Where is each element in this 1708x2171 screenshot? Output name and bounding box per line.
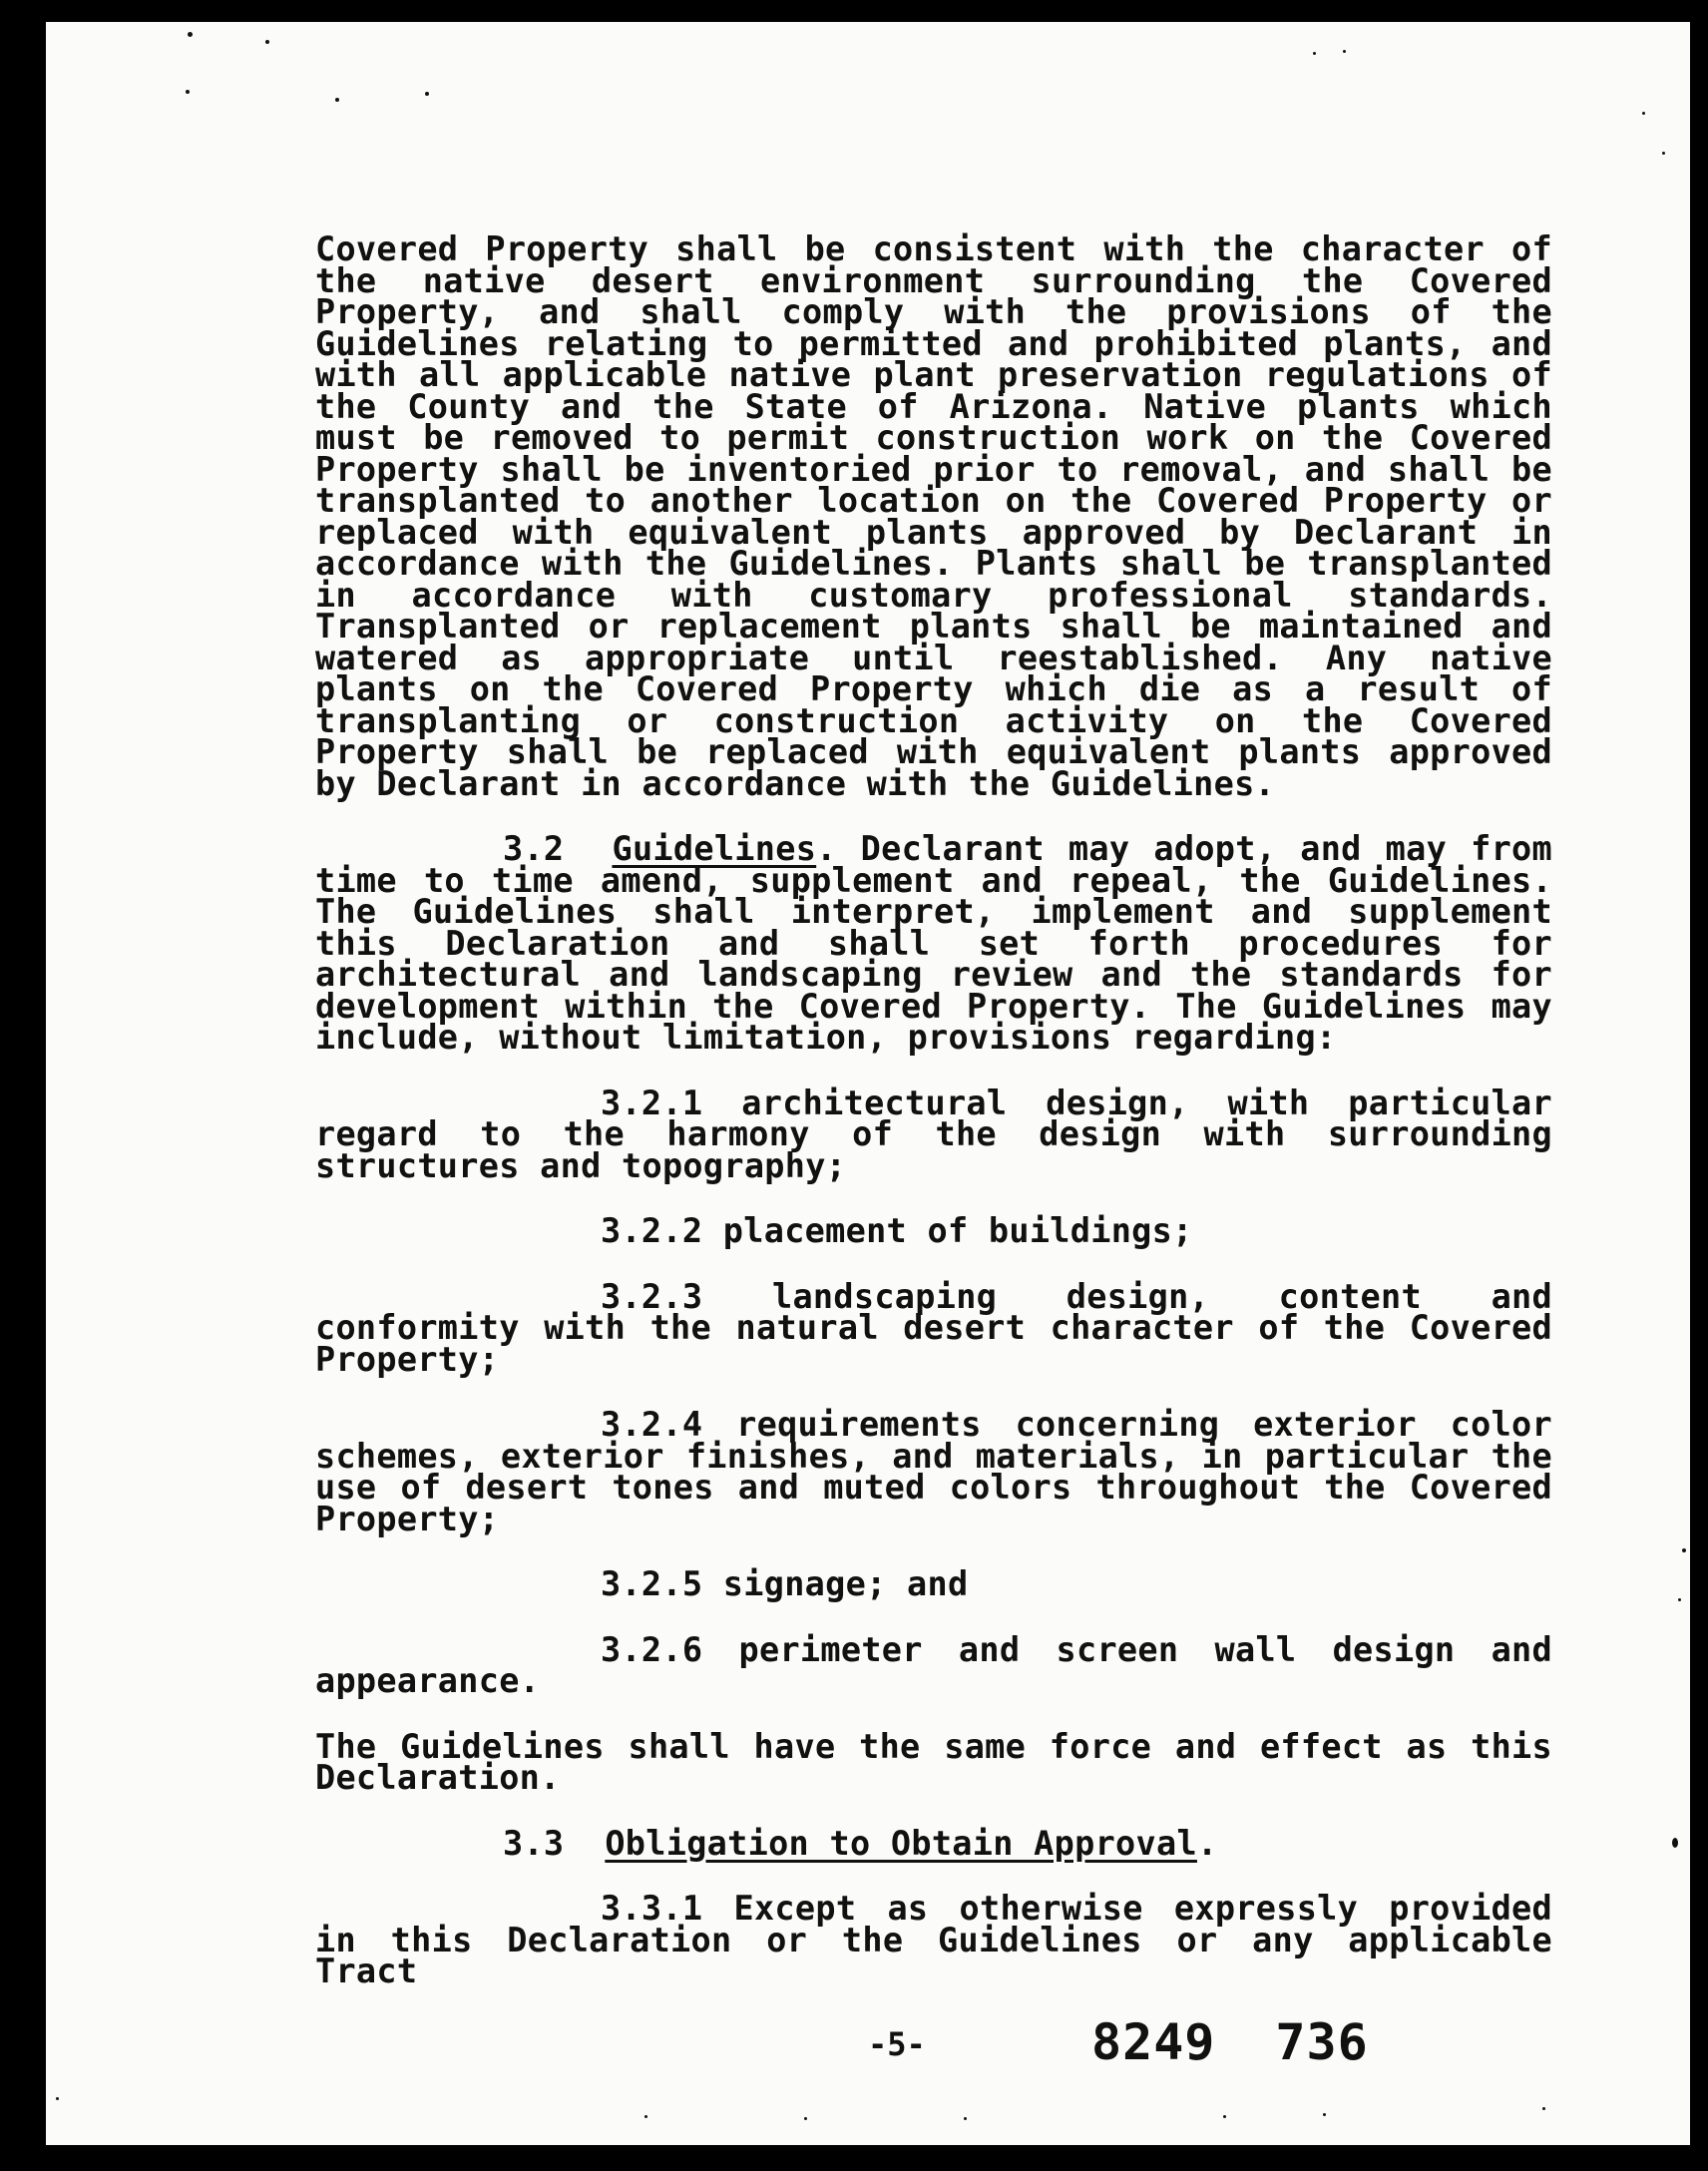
book-number: 8249 (1091, 2013, 1216, 2071)
page-number: -5- (868, 2025, 926, 2063)
scan-speck (1313, 52, 1316, 55)
scan-speck (1323, 2113, 1326, 2116)
list-item: 3.2.4 requirements concerning exterior color schemes, exterior finishes, and materials, in particular the use of desert tones and muted colors throughout the Covered Property; (315, 1405, 1552, 1538)
section-title: Guidelines (612, 829, 817, 868)
landscaping-paragraph: Covered Property shall be consistent with the character of the native desert environment surrounding the Covered Property, and shall comply with the provisions of the Guidelines relating to permitted and prohibited plants, and with all applicable native plant preservation regulations of the County and the State of Arizona. Native plants which must be removed to permit construction work on the Covered Property shall be inventoried prior to removal, and shall be transplanted to another location on the Covered Property or replaced with equivalent plants approved by Declarant in accordance with the Guidelines. Plants shall be transplanted in accordance with customary professional standards. Transplanted or replacement plants shall be maintained and watered as appropriate until reestablished. Any native plants on the Covered Property which die as a result of transplanting or construction activity on the Covered Property shall be replaced with equivalent plants approved by Declarant in accordance with the Guidelines. (315, 229, 1552, 803)
section-title: Obligation to Obtain Approval (605, 1823, 1197, 1863)
scan-speck (1343, 50, 1346, 53)
list-item: 3.2.1 architectural design, with particular regard to the harmony of the design with surrounding structures and topography; (315, 1083, 1552, 1185)
scan-speck (1223, 2115, 1226, 2118)
section-number: 3.2 (503, 829, 565, 868)
book-page-number: 736 (1275, 2013, 1369, 2071)
section-period: . (1196, 1823, 1218, 1863)
guidelines-section (315, 829, 1552, 1057)
scan-speck (265, 40, 269, 44)
scan-speck (425, 92, 429, 96)
approval-section-heading (315, 1823, 1552, 1863)
section-number: 3.3 (503, 1823, 565, 1863)
scan-speck (188, 32, 193, 37)
document-page (46, 22, 1690, 2145)
scan-speck (335, 98, 339, 102)
scan-speck (1678, 1598, 1681, 1601)
scan-speck (644, 2115, 647, 2118)
list-item: 3.2.5 signage; and (601, 1564, 969, 1603)
scan-speck (1662, 152, 1665, 155)
scan-speck (56, 2097, 59, 2100)
recording-number (1091, 2013, 1369, 2071)
section-text: . Declarant may adopt, and may from time to time amend, supplement and repeal, the Guidelines. The Guidelines shall interpret, implement and supplement this Declaration and shall set forth procedures for architectural and landscaping review and the standards for development within the Covered Property. The Guidelines may include, without limitation, provisions regarding: (315, 829, 1552, 1057)
scan-speck (1682, 1548, 1686, 1552)
list-item: 3.2.6 perimeter and screen wall design and appearance. (315, 1629, 1552, 1700)
list-item: 3.2.3 landscaping design, content and conformity with the natural desert character of the Covered Property; (315, 1276, 1552, 1379)
list-item: 3.3.1 Except as otherwise expressly provided in this Declaration or the Guidelines or any applicable Tract (315, 1889, 1552, 1990)
scan-speck (1542, 2107, 1545, 2110)
document-body (315, 229, 1552, 1990)
scan-speck (1672, 1838, 1678, 1848)
scan-speck (804, 2117, 807, 2120)
list-item: 3.2.2 placement of buildings; (601, 1211, 1193, 1250)
force-and-effect-paragraph: The Guidelines shall have the same force and effect as this Declaration. (315, 1726, 1552, 1797)
scan-speck (186, 90, 190, 94)
scan-speck (1642, 112, 1645, 115)
scan-speck (964, 2117, 967, 2120)
